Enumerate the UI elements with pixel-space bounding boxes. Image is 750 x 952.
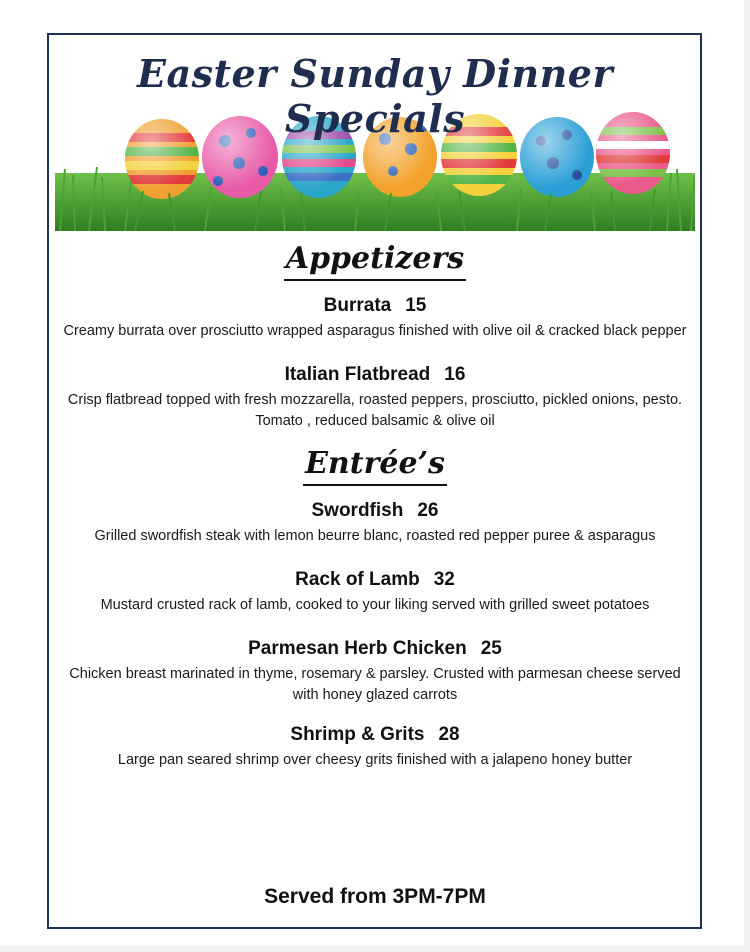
menu-item-title bbox=[55, 295, 695, 317]
item-description: Crisp flatbread topped with fresh mozzarella, roasted peppers, prosciutto, pickled onions, pesto. Tomato , reduced balsamic & olive oil bbox=[67, 392, 683, 429]
menu-item-title bbox=[55, 724, 695, 746]
menu-frame bbox=[47, 33, 702, 929]
section-heading-entrees: Entrée’s bbox=[303, 446, 447, 486]
item-name: Burrata bbox=[323, 295, 392, 316]
menu-item-title bbox=[55, 500, 695, 522]
menu-item-title bbox=[55, 569, 695, 591]
menu-item-title bbox=[55, 364, 695, 386]
item-price: 15 bbox=[405, 295, 427, 316]
page-edge-bottom bbox=[0, 946, 750, 952]
section-heading-appetizers: Appetizers bbox=[284, 241, 466, 281]
menu-item-italian-flatbread bbox=[55, 364, 695, 432]
item-description: Mustard crusted rack of lamb, cooked to your liking served with grilled sweet potatoes bbox=[100, 597, 650, 613]
menu-item-burrata bbox=[55, 295, 695, 342]
menu-title: Easter Sunday Dinner Specials bbox=[136, 51, 613, 141]
item-description: Large pan seared shrimp over cheesy grits finished with a jalapeno honey butter bbox=[117, 752, 633, 768]
item-name: Italian Flatbread bbox=[284, 364, 431, 385]
menu-content bbox=[55, 241, 695, 771]
item-price: 16 bbox=[444, 364, 466, 385]
item-price: 28 bbox=[438, 724, 460, 745]
menu-item-title bbox=[55, 638, 695, 660]
item-name: Parmesan Herb Chicken bbox=[248, 638, 467, 659]
item-price: 26 bbox=[417, 500, 439, 521]
item-description: Chicken breast marinated in thyme, rosemary & parsley. Crusted with parmesan cheese served with honey glazed carrots bbox=[69, 666, 681, 703]
service-hours: Served from 3PM-7PM bbox=[264, 885, 486, 908]
item-name: Shrimp & Grits bbox=[290, 724, 425, 745]
menu-item-rack-of-lamb bbox=[55, 569, 695, 616]
item-price: 25 bbox=[480, 638, 502, 659]
menu-item-swordfish bbox=[55, 500, 695, 547]
page-edge-right bbox=[744, 0, 750, 952]
item-name: Swordfish bbox=[311, 500, 404, 521]
menu-item-shrimp-and-grits bbox=[55, 724, 695, 771]
item-name: Rack of Lamb bbox=[295, 569, 420, 590]
item-price: 32 bbox=[433, 569, 455, 590]
item-description: Grilled swordfish steak with lemon beurre blanc, roasted red pepper puree & asparagus bbox=[94, 528, 656, 544]
item-description: Creamy burrata over prosciutto wrapped asparagus finished with olive oil & cracked black pepper bbox=[63, 323, 687, 339]
menu-item-parmesan-herb-chicken bbox=[55, 638, 695, 706]
easter-banner bbox=[55, 41, 695, 231]
